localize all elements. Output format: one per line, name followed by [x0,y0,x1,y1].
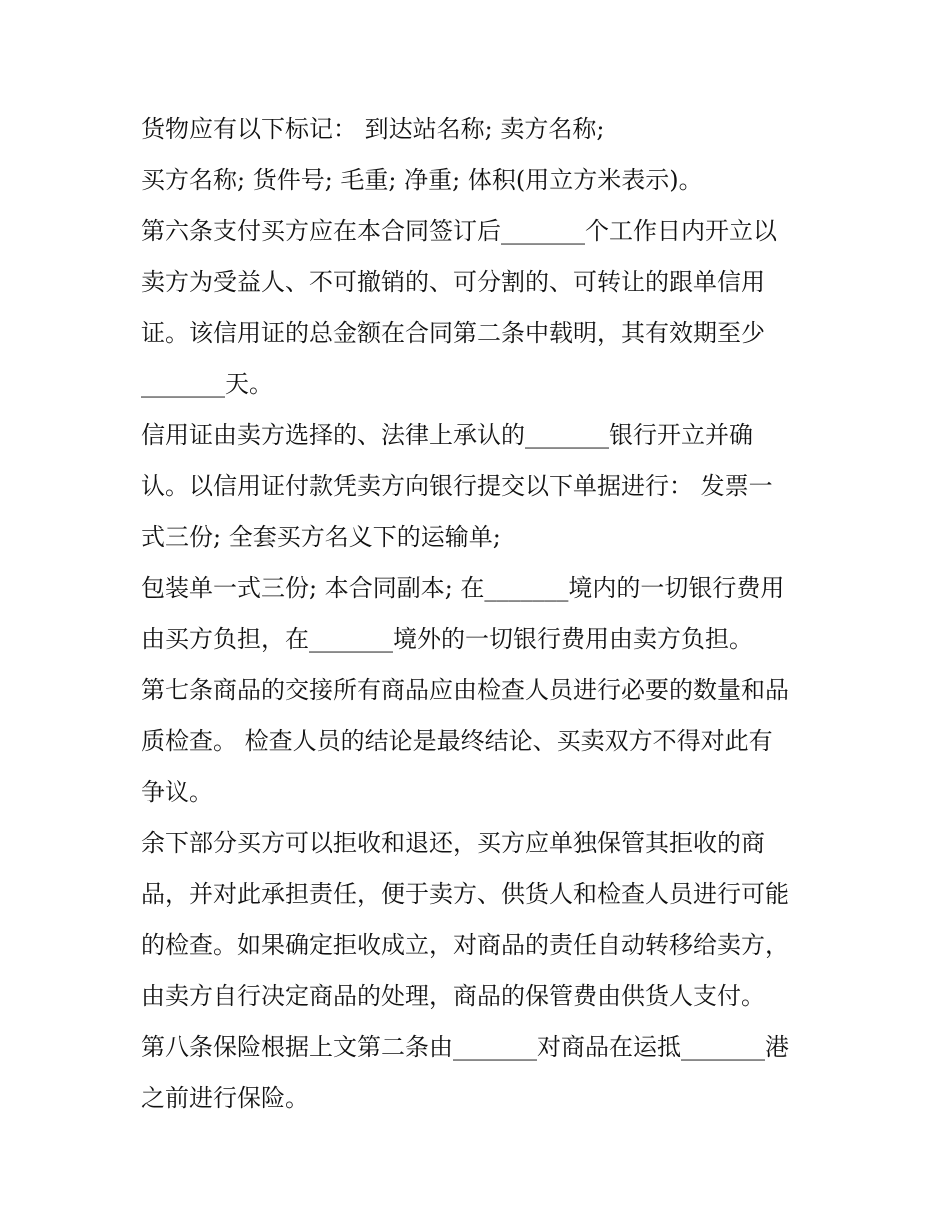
document-line-7: 信用证由卖方选择的、法律上承认的_______银行开立并确 [141,421,753,449]
document-line-19: 第八条保险根据上文第二条由_______对商品在运抵_______港 [141,1033,789,1061]
document-line-2: 买方名称; 货件号; 毛重; 净重; 体积(用立方米表示)。 [141,166,703,194]
document-line-18: 由卖方自行决定商品的处理，商品的保管费由供货人支付。 [141,982,765,1010]
document-line-17: 的检查。如果确定拒收成立，对商品的责任自动转移给卖方， [141,931,789,959]
document-line-12: 第七条商品的交接所有商品应由检查人员进行必要的数量和品 [141,676,789,704]
document-line-8: 认。以信用证付款凭卖方向银行提交以下单据进行： 发票一 [141,472,773,500]
document-line-11: 由买方负担，在_______境外的一切银行费用由卖方负担。 [141,625,753,653]
document-line-13: 质检查。 检查人员的结论是最终结论、买卖双方不得对此有 [141,727,773,755]
document-line-10: 包装单一式三份; 本合同副本; 在_______境内的一切银行费用 [141,574,785,602]
document-line-14: 争议。 [141,778,213,806]
document-line-3: 第六条支付买方应在本合同签订后_______个工作日内开立以 [141,217,777,245]
document-line-1: 货物应有以下标记： 到达站名称; 卖方名称; [141,115,605,143]
document-line-6: _______天。 [141,370,273,398]
document-line-9: 式三份; 全套买方名义下的运输单; [141,523,501,551]
document-line-20: 之前进行保险。 [141,1084,309,1112]
document-line-4: 卖方为受益人、不可撤销的、可分割的、可转让的跟单信用 [141,268,765,296]
document-line-5: 证。该信用证的总金额在合同第二条中载明，其有效期至少 [141,319,765,347]
document-line-15: 余下部分买方可以拒收和退还，买方应单独保管其拒收的商 [141,829,765,857]
document-line-16: 品，并对此承担责任，便于卖方、供货人和检查人员进行可能 [141,880,789,908]
